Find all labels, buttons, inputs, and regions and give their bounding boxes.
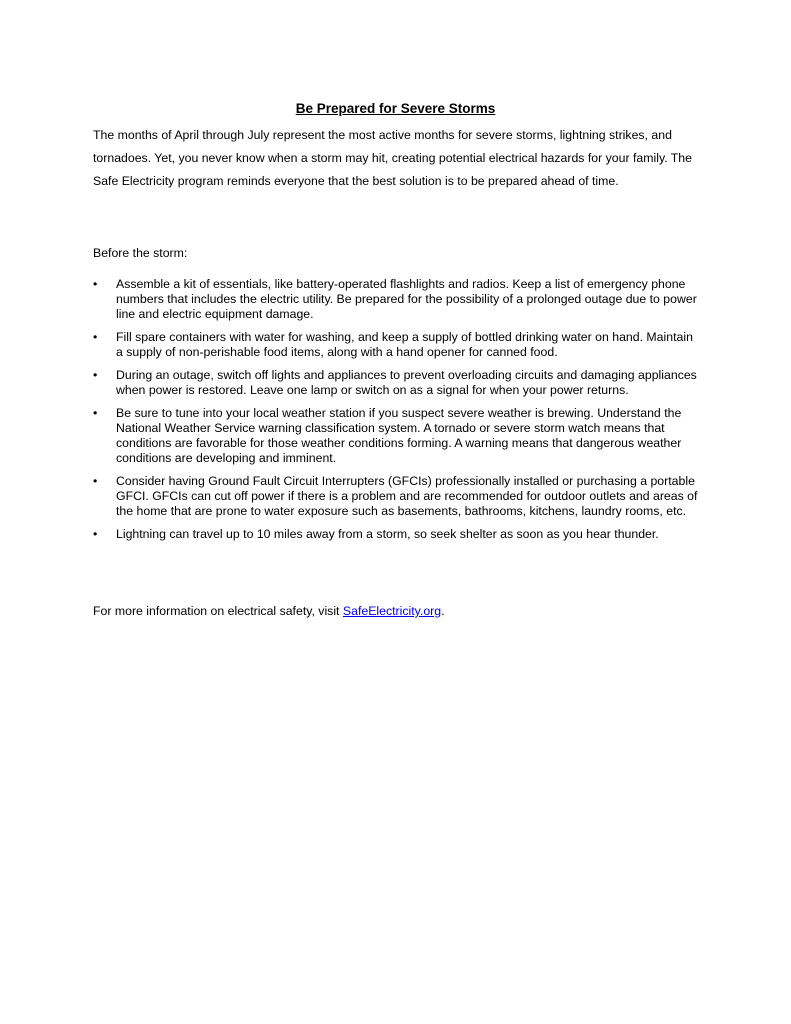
intro-paragraph: The months of April through July represent the most active months for severe storms, lightning strikes, and tornadoes. Yet, you never know when a storm may hit, creating potential electrical hazards for your family. The Safe Electricity program reminds everyone that the best solution is to be prepared ahead of time. bbox=[93, 128, 692, 188]
list-item-text: Lightning can travel up to 10 miles away from a storm, so seek shelter as soon as you hear thunder. bbox=[116, 527, 659, 541]
list-item-text: Fill spare containers with water for washing, and keep a supply of bottled drinking water on hand. Maintain a supply of non-perishable food items, along with a hand opener for canned food. bbox=[116, 330, 693, 359]
list-item bbox=[93, 330, 703, 360]
list-item-text: Consider having Ground Fault Circuit Interrupters (GFCIs) professionally installed or purchasing a portable GFCI. GFCIs can cut off power if there is a problem and are recommended for outdoor outlets and areas of the home that are prone to water exposure such as basements, bathrooms, kitchens, laundry rooms, etc. bbox=[116, 474, 698, 518]
list-item bbox=[93, 368, 703, 398]
tips-list bbox=[93, 277, 703, 550]
list-item bbox=[93, 527, 703, 542]
bullet-icon: • bbox=[93, 406, 98, 420]
list-item bbox=[93, 406, 703, 466]
before-storm-heading: Before the storm: bbox=[93, 246, 188, 260]
document-title: Be Prepared for Severe Storms bbox=[295, 101, 496, 116]
list-item bbox=[93, 277, 703, 322]
bullet-icon: • bbox=[93, 527, 98, 541]
list-item bbox=[93, 474, 703, 519]
bullet-icon: • bbox=[93, 474, 98, 488]
bullet-icon: • bbox=[93, 277, 98, 291]
bullet-icon: • bbox=[93, 330, 98, 344]
footer-end: . bbox=[441, 604, 445, 618]
list-item-text: Assemble a kit of essentials, like battery-operated flashlights and radios. Keep a list of emergency phone numbers that includes the electric utility. Be prepared for the possibility of a prolonged outage due to power line and electric equipment damage. bbox=[116, 277, 697, 321]
footer-text: For more information on electrical safety, visit bbox=[93, 604, 343, 618]
bullet-icon: • bbox=[93, 368, 98, 382]
footer-paragraph bbox=[93, 603, 445, 619]
list-item-text: During an outage, switch off lights and appliances to prevent overloading circuits and damaging appliances when power is restored. Leave one lamp or switch on as a signal for when your power returns. bbox=[116, 368, 697, 397]
safe-electricity-link[interactable]: SafeElectricity.org bbox=[342, 604, 442, 618]
list-item-text: Be sure to tune into your local weather station if you suspect severe weather is brewing. Understand the National Weather Service warning classification system. A tornado or severe storm watch means that conditions are favorable for those weather conditions forming. A warning means that dangerous weather conditions are developing and imminent. bbox=[116, 406, 682, 465]
